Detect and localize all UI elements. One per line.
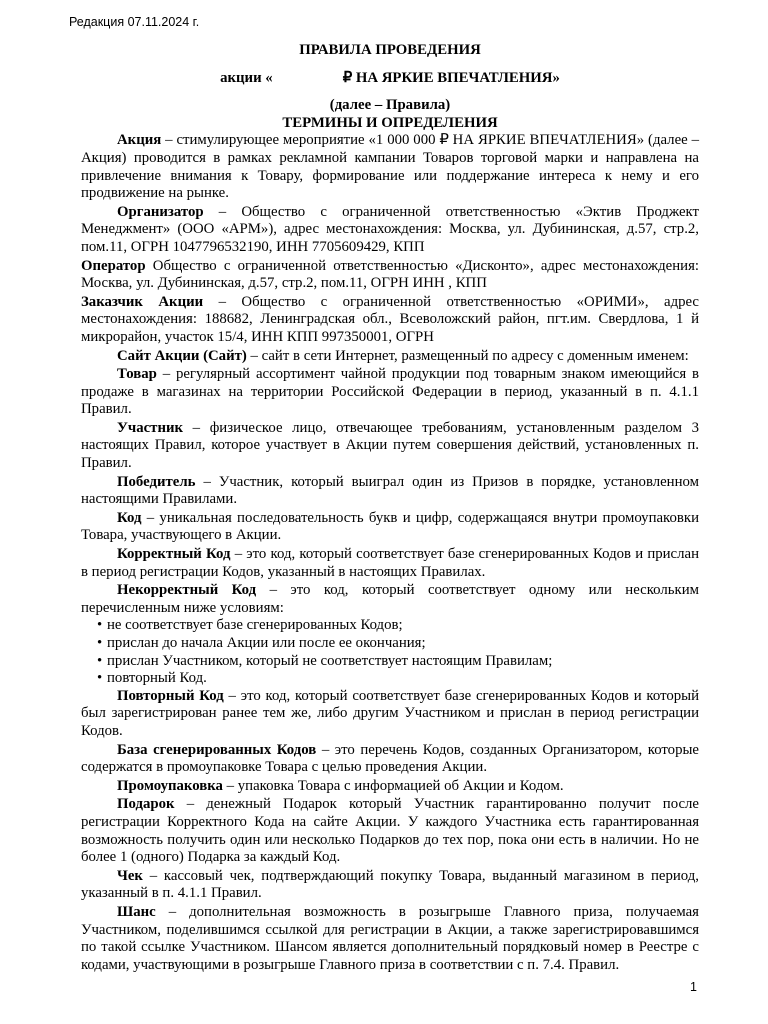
section-heading: ТЕРМИНЫ И ОПРЕДЕЛЕНИЯ bbox=[282, 114, 498, 131]
page-number: 1 bbox=[690, 980, 697, 994]
doc-subtitle bbox=[81, 70, 699, 88]
term: Шанс bbox=[117, 903, 156, 920]
def-repeat-code bbox=[81, 688, 699, 741]
doc-hereinafter: (далее – Правила) bbox=[329, 97, 451, 114]
definition: – это код, который соответствует одному или нескольким перечисленным ниже условиям: bbox=[81, 582, 699, 616]
def-participant bbox=[81, 420, 699, 473]
term: Заказчик Акции bbox=[81, 293, 204, 310]
def-chance bbox=[81, 904, 699, 974]
list-item: • прислан Участником, который не соответствует настоящим Правилам; bbox=[97, 653, 699, 671]
def-product bbox=[81, 366, 699, 419]
definition: – сайт в сети Интернет, размещенный по адресу с доменным именем: bbox=[246, 347, 689, 364]
def-operator bbox=[81, 258, 699, 293]
definition: – Общество с ограниченной ответственностью «ОРИМИ», адрес местонахождения: 188682, Ленинградская обл., Всеволожский район, пгт.им. Свердлова, 1 й микрорайон, участок 15/4, ИНН КПП 997350001, ОГРН bbox=[81, 293, 699, 345]
definition: – физическое лицо, отвечающее требованиям, установленным разделом 3 настоящих Правил, которое участвует в Акции путем совершения действий, установленных п. Правил. bbox=[81, 419, 699, 472]
def-promo-pack bbox=[81, 778, 699, 796]
edition-date: Редакция 07.11.2024 г. bbox=[69, 15, 200, 29]
term: Организатор bbox=[117, 203, 204, 220]
def-action bbox=[81, 132, 699, 202]
term: База сгенерированных Кодов bbox=[117, 741, 317, 758]
term: Товар bbox=[117, 366, 157, 383]
term: Чек bbox=[117, 867, 143, 884]
term: Промоупаковка bbox=[117, 777, 223, 794]
def-incorrect-code bbox=[81, 582, 699, 617]
term: Участник bbox=[117, 419, 184, 436]
doc-title: ПРАВИЛА ПРОВЕДЕНИЯ bbox=[299, 42, 481, 58]
definition: – это перечень Кодов, созданных Организатором, которые содержатся в промоупаковке Товара с целью проведения Акции. bbox=[81, 741, 699, 776]
definition: – Участник, который выиграл один из Призов в порядке, установленном настоящими Правилами. bbox=[81, 473, 699, 508]
def-site bbox=[81, 348, 699, 366]
term: Акция bbox=[117, 132, 162, 149]
term: Сайт Акции (Сайт) bbox=[117, 347, 247, 364]
definition: – Общество с ограниченной ответственностью «Эктив Проджект Менеджмент» (ООО «АРМ»), адрес местонахождения: Москва, ул. Дубининская, д.57, стр.2, пом.11, ОГРН 1047796532190, ИНН 7705609429, КПП bbox=[81, 203, 699, 255]
list-item: • повторный Код. bbox=[97, 670, 699, 688]
term: Корректный Код bbox=[117, 546, 231, 563]
definition: – уникальная последовательность букв и цифр, содержащаяся внутри промоупаковки Товара, участвующего в Акции. bbox=[81, 509, 699, 544]
definition: – стимулирующее мероприятие «1 000 000 ₽ НА ЯРКИЕ ВПЕЧАТЛЕНИЯ» (далее – Акция) проводится в рамках рекламной кампании Товаров торговой марки и направлена на привлечение внимания к Товару, формирование или поддержание интереса к нему и его продвижение на рынке. bbox=[81, 132, 699, 202]
term: Подарок bbox=[117, 796, 175, 813]
definition: – денежный Подарок который Участник гарантированно получит после регистрации Корректного Кода на сайте Акции. У каждого Участника есть гарантированная возможность получить один или несколько Подарков до тех пор, пока они есть в наличии. Но не более 1 (одного) Подарка за каждый Код. bbox=[81, 796, 699, 866]
definition: – кассовый чек, подтверждающий покупку Товара, выданный магазином в период, указанный в п. 4.1.1 Правил. bbox=[81, 867, 699, 902]
def-customer bbox=[81, 294, 699, 347]
definition: – это код, который соответствует базе сгенерированных Кодов и прислан в период регистрации Кодов, указанный в настоящих Правилах. bbox=[81, 546, 699, 580]
doc-subtitle-suffix: ₽ НА ЯРКИЕ ВПЕЧАТЛЕНИЯ» bbox=[342, 69, 560, 86]
def-gift bbox=[81, 796, 699, 866]
list-item: • прислан до начала Акции или после ее окончания; bbox=[97, 635, 699, 653]
definition: – регулярный ассортимент чайной продукции под товарным знаком имеющийся в продаже в магазинах на территории Российской Федерации в период, указанный в п. 4.1.1 Правил. bbox=[81, 366, 699, 418]
term: Код bbox=[117, 509, 142, 526]
definition: – упаковка Товара с информацией об Акции и Кодом. bbox=[222, 777, 564, 794]
definition: – дополнительная возможность в розыгрыше Главного приза, получаемая Участником, поделившимся ссылкой для регистрации в Акции, а также зарегистрировавшимся по такой ссылке Участником. Шансом является дополнительный порядковый номер в Реестре с кодами, участвующими в розыгрыше Главного приза в соответствии с п. 7.4. Правил. bbox=[81, 903, 699, 973]
list-item: • не соответствует базе сгенерированных Кодов; bbox=[97, 617, 699, 635]
term: Победитель bbox=[117, 473, 196, 490]
term: Оператор bbox=[81, 257, 146, 274]
document-body bbox=[81, 42, 699, 974]
term: Некорректный Код bbox=[117, 582, 257, 599]
definition: – это код, который соответствует базе сгенерированных Кодов и который был зарегистрирован ранее тем же, либо другим Участником и прислан в период регистрации Кодов. bbox=[81, 687, 699, 739]
def-winner bbox=[81, 474, 699, 509]
doc-subtitle-prefix: акции « bbox=[220, 69, 273, 86]
term: Повторный Код bbox=[117, 687, 224, 704]
def-code-base bbox=[81, 742, 699, 777]
def-correct-code bbox=[81, 546, 699, 581]
definition: Общество с ограниченной ответственностью «Дисконто», адрес местонахождения: Москва, ул. Дубининская, д.57, стр.2, пом.11, ОГРН ИНН , КПП bbox=[81, 257, 699, 292]
def-receipt bbox=[81, 868, 699, 903]
def-code bbox=[81, 510, 699, 545]
incorrect-code-conditions bbox=[81, 617, 699, 687]
def-organizer bbox=[81, 204, 699, 257]
